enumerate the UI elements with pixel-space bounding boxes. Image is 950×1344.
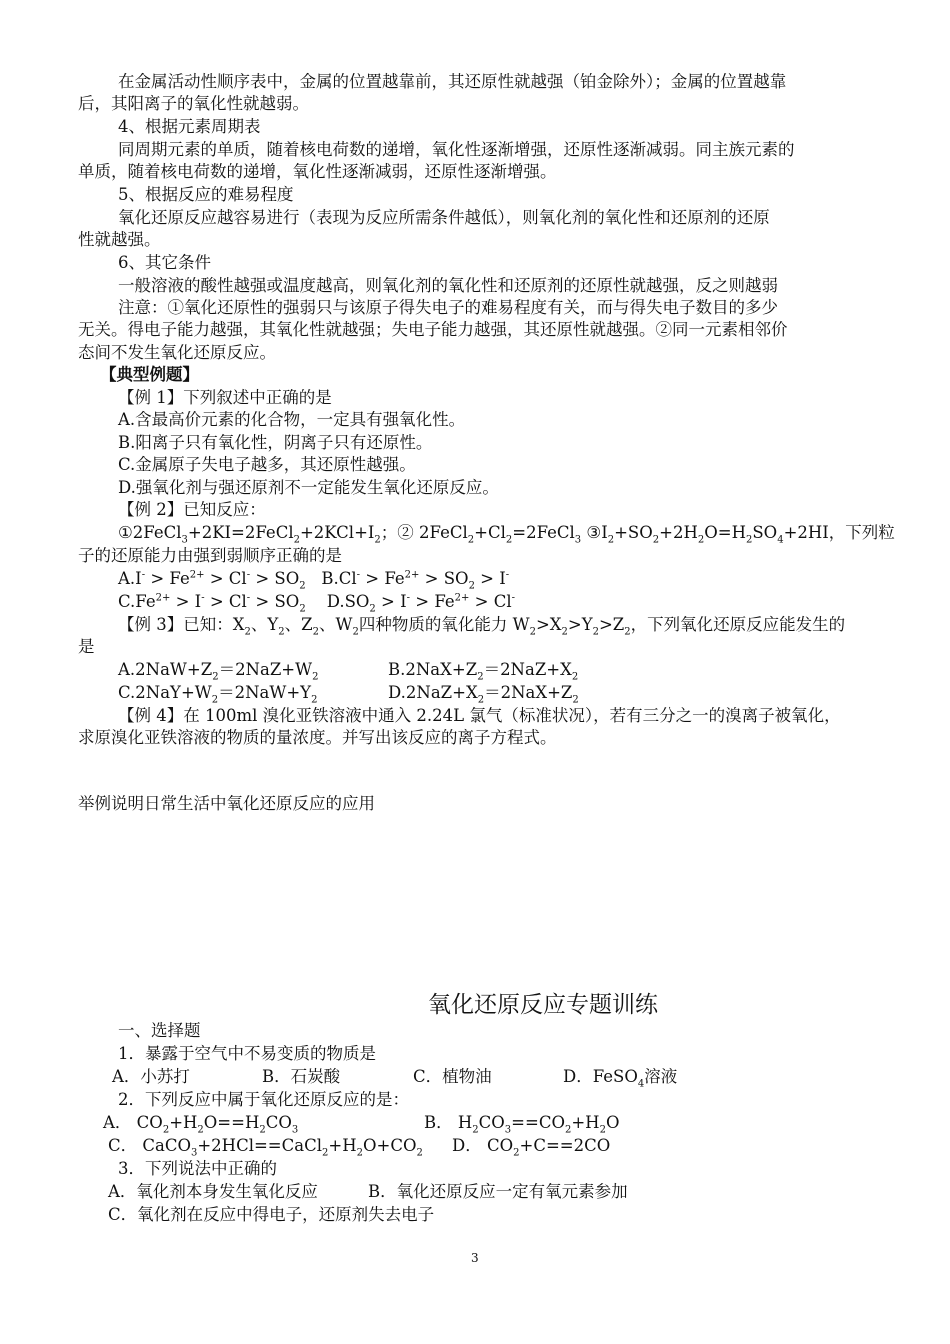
example-4-question: 【例 4】在 100ml 溴化亚铁溶液中通入 2.24L 氯气（标准状况），若有三分之一的溴离子被氧化， [118,706,841,725]
question-1-option-c: C．植物油 [413,1067,492,1086]
paragraph-line: 一般溶液的酸性越强或温度越高，则氧化剂的氧化性和还原剂的还原性就越强，反之则越弱 [118,276,778,295]
example-4-question-cont: 求原溴化亚铁溶液的物质的量浓度。并写出该反应的离子方程式。 [78,728,557,747]
example-2-reactions: $①2FeCl_3+2KI=2FeCl_2+2KCl+I_2$；② $2FeCl_2+Cl_2=2FeCl_3$ $③I_2+SO_2+2H_2O=H_2SO_4+2HI$，下列粒 [118,523,895,546]
example-2-question: 【例 2】已知反应： [118,500,266,519]
typical-examples-heading: 【典型例题】 [100,365,199,384]
question-2-option-d: D． $CO_2+C==2CO$ [452,1136,611,1159]
paragraph-line: 性就越强。 [78,230,161,249]
section-heading: 6、其它条件 [118,253,211,272]
question-2-option-c: C． $CaCO_3+2HCl==CaCl_2+H_2O+CO_2$ [108,1136,423,1159]
question-2-option-b: B． $H_2CO_3==CO_2+H_2O$ [424,1113,620,1136]
question-2: 2．下列反应中属于氧化还原反应的是： [118,1090,409,1109]
question-1-option-a: A．小苏打 [112,1067,190,1086]
example-1-option-a: A.含最高价元素的化合物，一定具有强氧化性。 [118,410,466,429]
question-3-option-a: A．氧化剂本身发生氧化反应 [108,1182,318,1201]
example-1-question: 【例 1】下列叙述中正确的是 [118,388,332,407]
question-1: 1．暴露于空气中不易变质的物质是 [118,1044,376,1063]
example-2-question-cont: 子的还原能力由强到弱顺序正确的是 [78,546,342,565]
example-3-option-b: $B.2NaX+Z_2=2NaZ+X_2$ [388,660,579,683]
example-3-option-d: $D.2NaZ+X_2=2NaX+Z_2$ [388,683,579,706]
question-3: 3．下列说法中正确的 [118,1159,277,1178]
example-3-option-c: $C.2NaY+W_2=2NaW+Y_2$ [118,683,318,706]
question-3-option-b: B．氧化还原反应一定有氧元素参加 [368,1182,628,1201]
question-1-option-d: D．FeSO$_4$溶液 [563,1067,678,1090]
question-2-option-a: A． $CO_2+H_2O==H_2CO_3$ [103,1113,299,1136]
example-1-option-b: B.阳离子只有氧化性，阴离子只有还原性。 [118,433,433,452]
paragraph-line: 单质，随着核电荷数的递增，氧化性逐渐减弱，还原性逐渐增强。 [78,162,557,181]
example-1-option-c: C.金属原子失电子越多，其还原性越强。 [118,455,416,474]
section-heading: 一、选择题 [118,1021,201,1040]
paragraph-line: 在金属活动性顺序表中，金属的位置越靠前，其还原性就越强（铂金除外）；金属的位置越靠 [118,72,787,91]
section-heading: 4、根据元素周期表 [118,117,261,136]
note-line: 态间不发生氧化还原反应。 [78,343,276,362]
note-line: 无关。得电子能力越强，其氧化性就越强；失电子能力越强，其还原性就越强。②同一元素相邻价 [78,320,788,339]
page-number: 3 [471,1251,479,1265]
life-application-prompt: 举例说明日常生活中氧化还原反应的应用 [78,794,375,813]
question-1-option-b: B．石炭酸 [262,1067,341,1086]
example-2-options-ab: $A.I^- > Fe^{2+} > Cl^- > SO_2$ $B.Cl^- > Fe^{2+} > SO_2 > I^-$ [118,569,510,592]
paragraph-line: 后，其阳离子的氧化性就越弱。 [78,94,309,113]
question-3-option-c: C．氧化剂在反应中得电子，还原剂失去电子 [108,1205,435,1224]
section-heading: 5、根据反应的难易程度 [118,185,294,204]
paragraph-line: 氧化还原反应越容易进行（表现为反应所需条件越低），则氧化剂的氧化性和还原剂的还原 [118,208,770,227]
note-line: 注意：①氧化还原性的强弱只与该原子得失电子的难易程度有关，而与得失电子数目的多少 [118,298,778,317]
example-3-option-a: $A.2NaW+Z_2=2NaZ+W_2$ [118,660,319,683]
paragraph-line: 同周期元素的单质，随着核电荷数的递增，氧化性逐渐增强，还原性逐渐减弱。同主族元素的 [118,140,795,159]
example-2-options-cd: $C.Fe^{2+} > I^- > Cl^- > SO_2$ $D.SO_2 > I^- > Fe^{2+} > Cl^-$ [118,592,516,615]
page-title: 氧化还原反应专题训练 [428,992,658,1018]
example-3-question: 【例 3】已知：$X_2$、$Y_2$、$Z_2$、$W_2$四种物质的氧化能力 $W_2>X_2>Y_2>Z_2$，下列氧化还原反应能发生的 [118,615,846,638]
example-3-question-cont: 是 [78,637,95,656]
example-1-option-d: D.强氧化剂与强还原剂不一定能发生氧化还原反应。 [118,478,499,497]
